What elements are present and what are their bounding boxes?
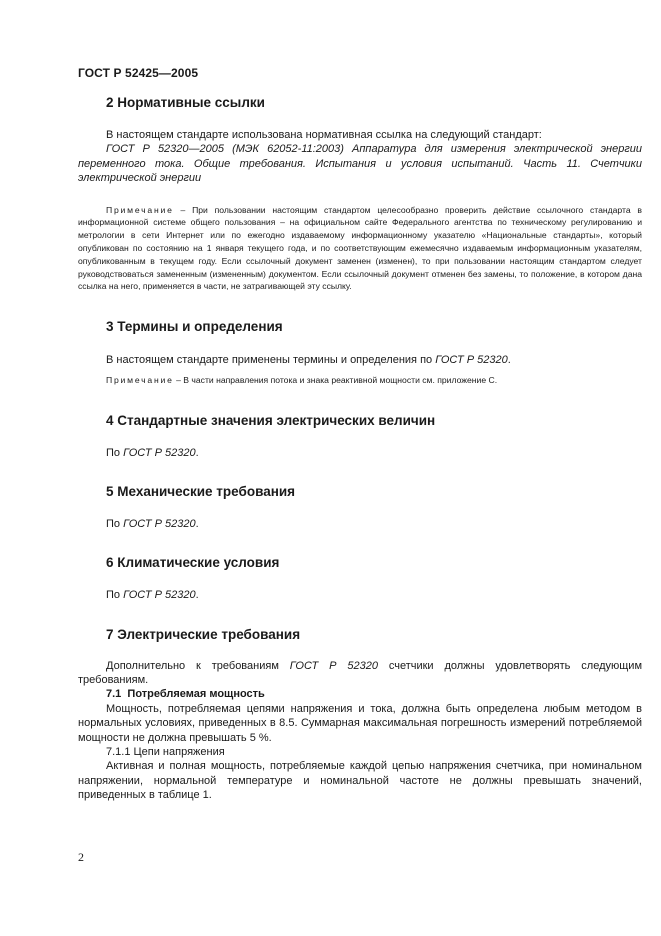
section-4-text — [78, 446, 642, 460]
section-3-text-a: В настоящем стандарте применены термины и определения по — [106, 354, 436, 367]
po-text: По — [106, 589, 124, 602]
section-2-reference: ГОСТ Р 52320—2005 (МЭК 62052-11:2003) Аппаратура для измерения электрической энергии переменного тока. Общие требования. Испытания и условия испытаний. Часть 11. Счетчики электрической энергии — [78, 143, 642, 185]
section-5-heading: 5 Механические требования — [106, 483, 296, 499]
section-6-heading: 6 Климатические условия — [106, 555, 280, 571]
section-2-note — [78, 204, 642, 294]
subsection-number: 7.1 — [106, 688, 122, 701]
section-4-heading: 4 Стандартные значения электрических величин — [106, 413, 436, 429]
document-body — [78, 95, 642, 803]
page-number: 2 — [78, 850, 84, 864]
period: . — [195, 447, 199, 460]
section-2-intro: В настоящем стандарте использована нормативная ссылка на следующий стандарт: — [106, 129, 542, 141]
subsection-7-1-text: Мощность, потребляемая цепями напряжения и тока, должна быть определена любым методом в нормальных условиях, приведенных в 8.5. Суммарная максимальная погрешность измерений потребляемой мощности не должна превышать 5 %. — [78, 702, 642, 744]
section-5-ref-link: ГОСТ Р 52320 — [123, 517, 196, 530]
subsection-7-1-1-text: Активная и полная мощность, потребляемые каждой цепью напряжения счетчика, при номинальном напряжении, нормальной температуре и номинальной частоте не должны превышать значений, приведенных в таблице 1. — [78, 760, 642, 802]
section-2-heading: 2 Нормативные ссылки — [106, 95, 265, 110]
note-label: Примечание — [106, 204, 174, 215]
subsection-7-1-heading — [78, 687, 642, 701]
po-text: По — [106, 517, 124, 530]
section-3-heading: 3 Термины и определения — [106, 319, 283, 335]
note-text: – В части направления потока и знака реактивной мощности см. приложение С. — [173, 374, 498, 385]
subsection-title: Потребляемая мощность — [127, 688, 265, 701]
po-text: По — [106, 447, 124, 460]
section-7-heading: 7 Электрические требования — [106, 626, 301, 642]
period: . — [195, 517, 199, 530]
note-text: – При пользовании настоящим стандартом целесообразно проверить действие ссылочного стандарта в информационной системе общего пользования – на официальном сайте Федерального агентства по техническому регулированию и метрологии в сети Интернет или по ежегодно издаваемому информационному указателю «Национальные стандарты», который опубликован по состоянию на 1 января текущего года, и по соответствующим ежемесячно издаваемым информационным указателям, опубликованным в текущем году. Если ссылочный документ заменен (изменен), то при пользовании настоящим стандартом следует руководствоваться замененным (измененным) документом. Если ссылочный документ отменен без замены, то положение, в котором дана ссылка на него, применяется в части, не затрагивающей эту ссылку. — [78, 204, 642, 292]
period: . — [195, 589, 199, 602]
section-3-text — [78, 353, 642, 367]
section-7-intro — [78, 659, 642, 688]
section-3-text-b: . — [507, 354, 511, 367]
section-3-note — [78, 374, 642, 387]
section-3-ref-link: ГОСТ Р 52320 — [435, 354, 508, 367]
section-7-intro-a: Дополнительно к требованиям — [106, 659, 290, 672]
document-code-header: ГОСТ Р 52425—2005 — [78, 66, 199, 80]
note-label: Примечание — [106, 374, 174, 385]
subsection-7-1-1-heading: 7.1.1 Цепи напряжения — [106, 746, 225, 759]
section-6-text — [78, 588, 642, 602]
section-5-text — [78, 517, 642, 531]
section-7-intro-b: счетчики должны удовлетворять следующим требованиям. — [78, 659, 643, 687]
section-4-ref-link: ГОСТ Р 52320 — [123, 447, 196, 460]
section-7-ref-link: ГОСТ Р 52320 — [289, 659, 378, 672]
section-6-ref-link: ГОСТ Р 52320 — [123, 589, 196, 602]
